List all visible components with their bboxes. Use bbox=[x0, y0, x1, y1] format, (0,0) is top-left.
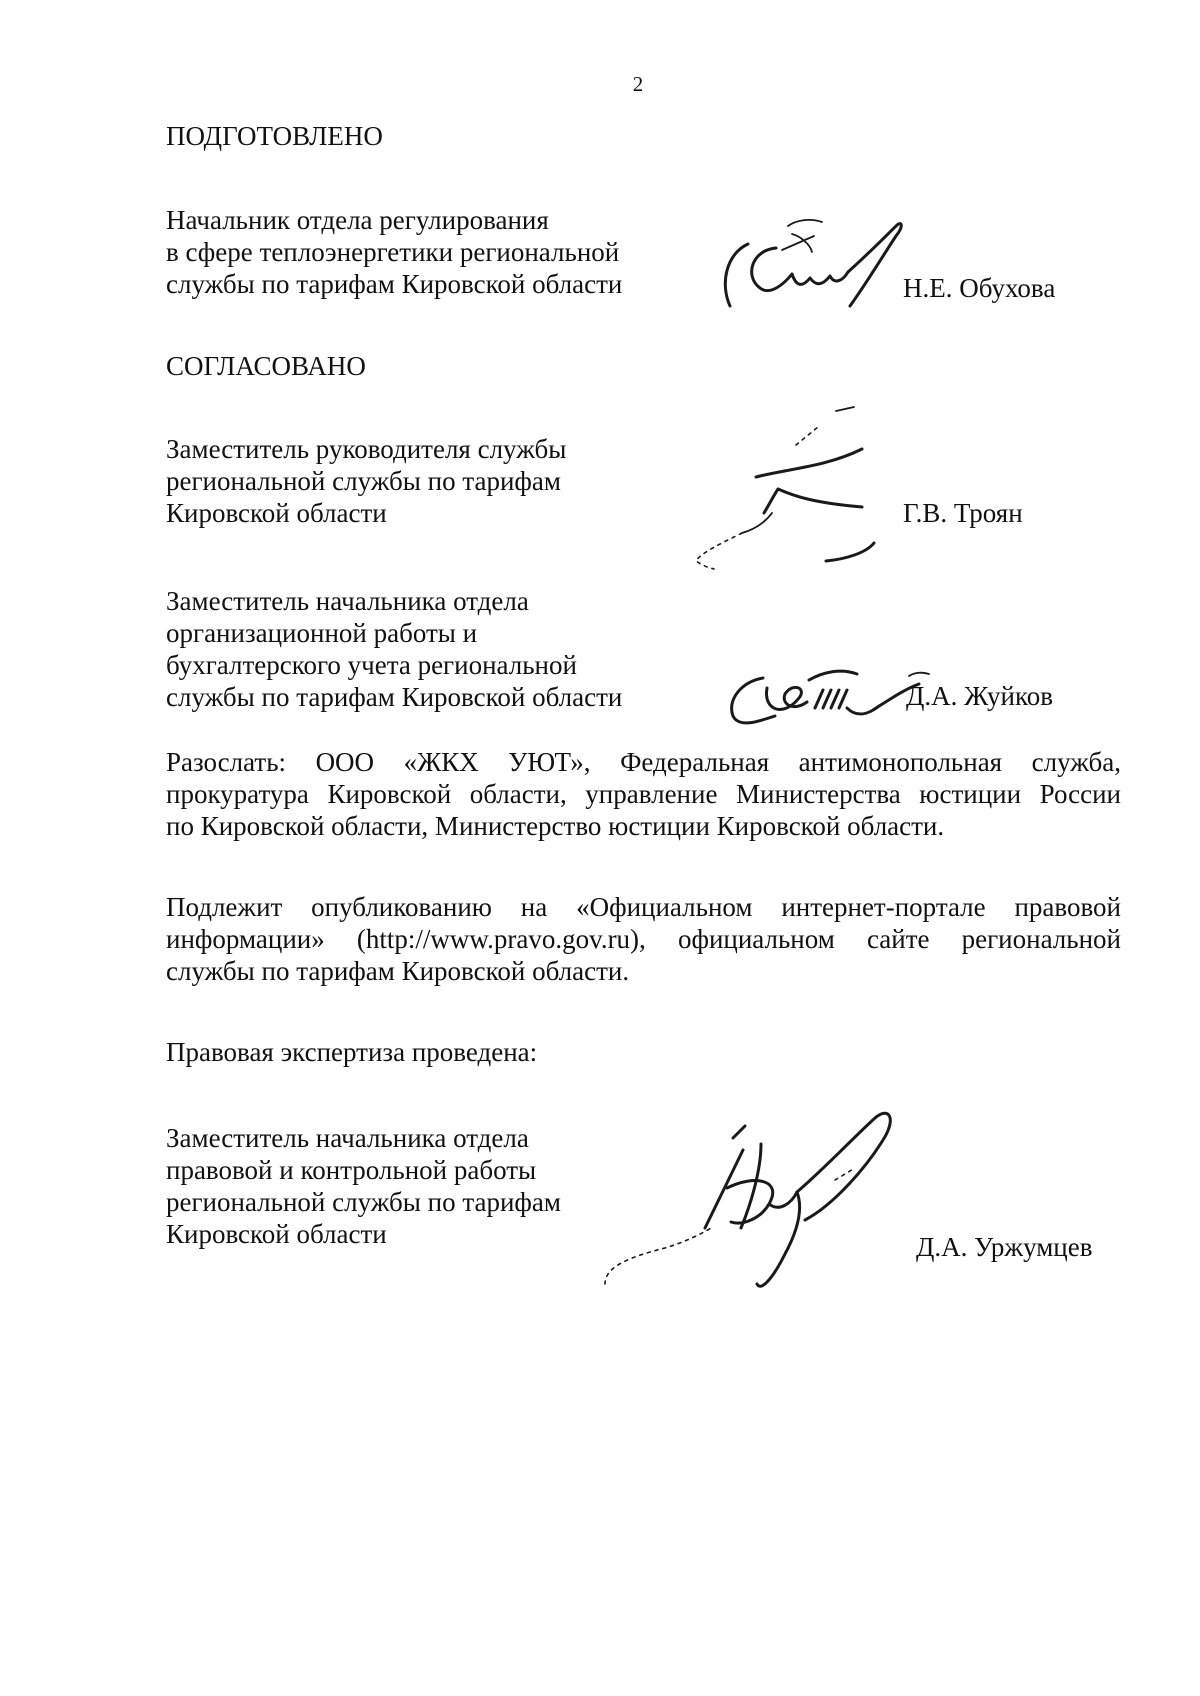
position-line: правовой и контрольной работы bbox=[166, 1155, 537, 1185]
agreed-heading: СОГЛАСОВАНО bbox=[166, 351, 366, 381]
legal-review-heading: Правовая экспертиза проведена: bbox=[166, 1037, 538, 1067]
position-line: региональной службы по тарифам bbox=[166, 466, 561, 496]
position-line: организационной работы и bbox=[166, 618, 478, 648]
paragraph-line: службы по тарифам Кировской области. bbox=[166, 956, 630, 986]
position-line: Заместитель начальника отдела bbox=[166, 586, 529, 616]
position-line: Заместитель руководителя службы bbox=[166, 434, 567, 464]
paragraph-line: Подлежит опубликованию на «Официальном интернет-портале правовой bbox=[166, 892, 1121, 922]
agreed-position-1 bbox=[166, 433, 686, 529]
paragraph-line: информации» (http://www.pravo.gov.ru), официальном сайте региональной bbox=[166, 924, 1121, 954]
paragraph-line: прокуратура Кировской области, управление Министерства юстиции России bbox=[166, 779, 1121, 809]
paragraph-line: Разослать: ООО «ЖКХ УЮТ», Федеральная антимонопольная служба, bbox=[166, 747, 1121, 777]
publication-paragraph bbox=[166, 891, 1121, 987]
signer-name: Д.А. Жуйков bbox=[906, 681, 1053, 711]
signature-urzhumtsev bbox=[585, 1108, 915, 1293]
position-line: региональной службы по тарифам bbox=[166, 1187, 561, 1217]
position-line: бухгалтерского учета региональной bbox=[166, 650, 577, 680]
position-line: Кировской области bbox=[166, 1219, 387, 1249]
position-line: службы по тарифам Кировской области bbox=[166, 269, 623, 299]
signer-name: Д.А. Уржумцев bbox=[916, 1232, 1093, 1262]
signature-obukhova bbox=[718, 214, 918, 324]
prepared-heading: ПОДГОТОВЛЕНО bbox=[166, 121, 383, 151]
signer-name: Н.Е. Обухова bbox=[903, 273, 1056, 303]
signer-name: Г.В. Троян bbox=[903, 498, 1023, 528]
distribution-paragraph bbox=[166, 746, 1121, 842]
agreed-position-2 bbox=[166, 585, 686, 713]
signature-zhuikov bbox=[723, 660, 933, 740]
paragraph-line: по Кировской области, Министерство юстиции Кировской области. bbox=[166, 811, 945, 841]
signature-troyan bbox=[686, 405, 896, 580]
position-line: службы по тарифам Кировской области bbox=[166, 682, 623, 712]
page-number: 2 bbox=[632, 72, 644, 96]
position-line: Начальник отдела регулирования bbox=[166, 205, 549, 235]
position-line: в сфере теплоэнергетики региональной bbox=[166, 237, 620, 267]
position-line: Заместитель начальника отдела bbox=[166, 1123, 529, 1153]
position-line: Кировской области bbox=[166, 498, 387, 528]
prepared-position bbox=[166, 204, 686, 300]
